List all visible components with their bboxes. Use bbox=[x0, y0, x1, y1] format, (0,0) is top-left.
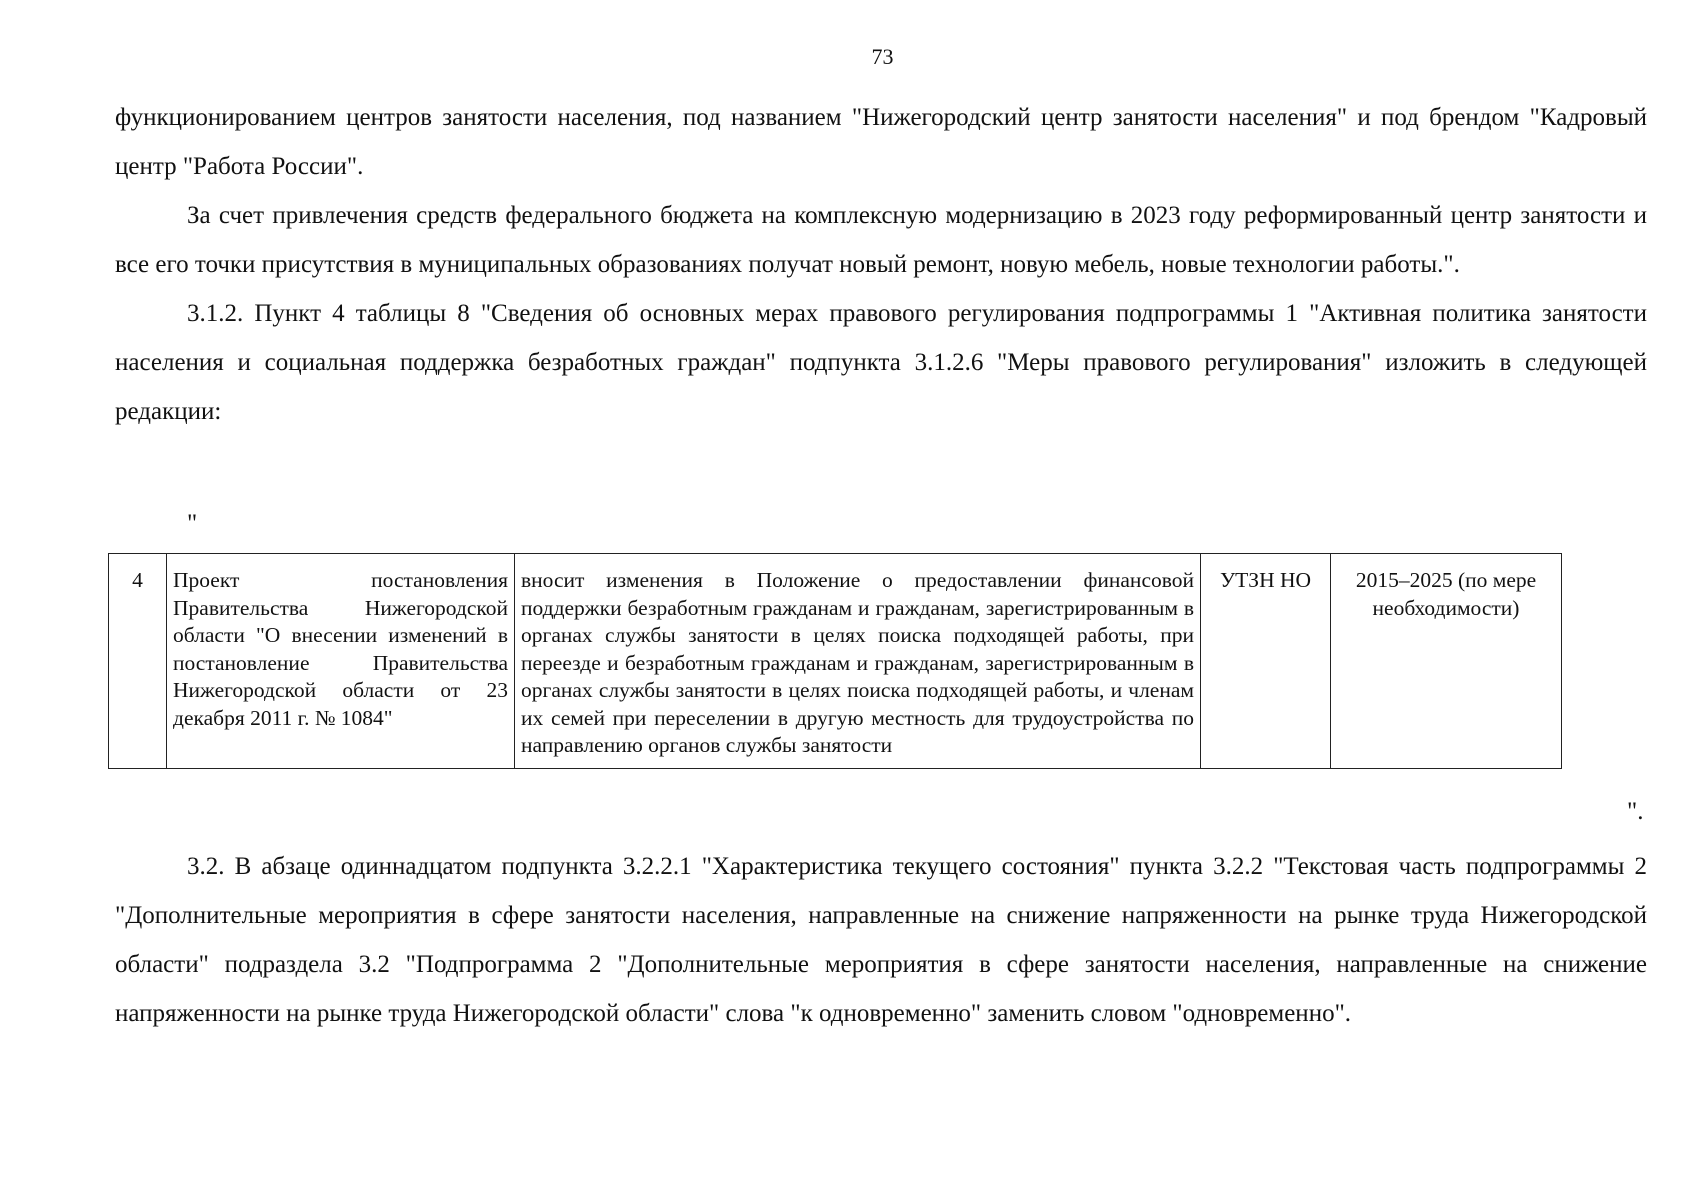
document-title-cell: Проект постановления Правительства Нижегородской области "О внесении изменений в постановление Правительства Нижегородской области от 23 декабря 2011 г. № 1084" bbox=[167, 554, 515, 769]
legal-measures-table bbox=[108, 553, 1562, 769]
paragraph-continuation: функционированием центров занятости населения, под названием "Нижегородский центр занятости населения" и под брендом "Кадровый центр "Работа России". bbox=[115, 104, 1647, 180]
paragraph-modernization: За счет привлечения средств федерального бюджета на комплексную модернизацию в 2023 году реформированный центр занятости и все его точки присутствия в муниципальных образованиях получат новый ремонт, новую мебель, новые технологии работы.". bbox=[115, 202, 1647, 278]
text-bottom bbox=[115, 842, 1647, 1038]
opening-quote-mark: " bbox=[187, 510, 198, 537]
row-number-cell: 4 bbox=[109, 554, 167, 769]
paragraph-item-3-2: 3.2. В абзаце одиннадцатом подпункта 3.2.2.1 "Характеристика текущего состояния" пункта 3.2.2 "Текстовая часть подпрограммы 2 "Дополнительные мероприятия в сфере занятости населения, направленные на снижение напряженности на рынке труда Нижегородской области" подраздела 3.2 "Подпрограмма 2 "Дополнительные мероприятия в сфере занятости населения, направленные на снижение напряженности на рынке труда Нижегородской области" слова "к одновременно" заменить словом "одновременно". bbox=[115, 853, 1647, 1027]
responsible-cell: УТЗН НО bbox=[1201, 554, 1331, 769]
term-cell: 2015–2025 (по мере необходимости) bbox=[1331, 554, 1562, 769]
page-number: 73 bbox=[871, 44, 894, 69]
table-row bbox=[109, 554, 1562, 769]
closing-quote-mark: ". bbox=[1627, 798, 1644, 825]
text-top bbox=[115, 93, 1647, 436]
paragraph-item-3-1-2: 3.1.2. Пункт 4 таблицы 8 "Сведения об основных мерах правового регулирования подпрограммы 1 "Активная политика занятости населения и социальная поддержка безработных граждан" подпункта 3.1.2.6 "Меры правового регулирования" изложить в следующей редакции: bbox=[115, 300, 1647, 425]
description-cell: вносит изменения в Положение о предоставлении финансовой поддержки безработным гражданам и гражданам, зарегистрированным в органах службы занятости в целях поиска подходящей работы, при переезде и безработным гражданам и гражданам, зарегистрированным в органах службы занятости в целях поиска подходящей работы, и членам их семей при переселении в другую местность для трудоустройства по направлению органов службы занятости bbox=[515, 554, 1201, 769]
